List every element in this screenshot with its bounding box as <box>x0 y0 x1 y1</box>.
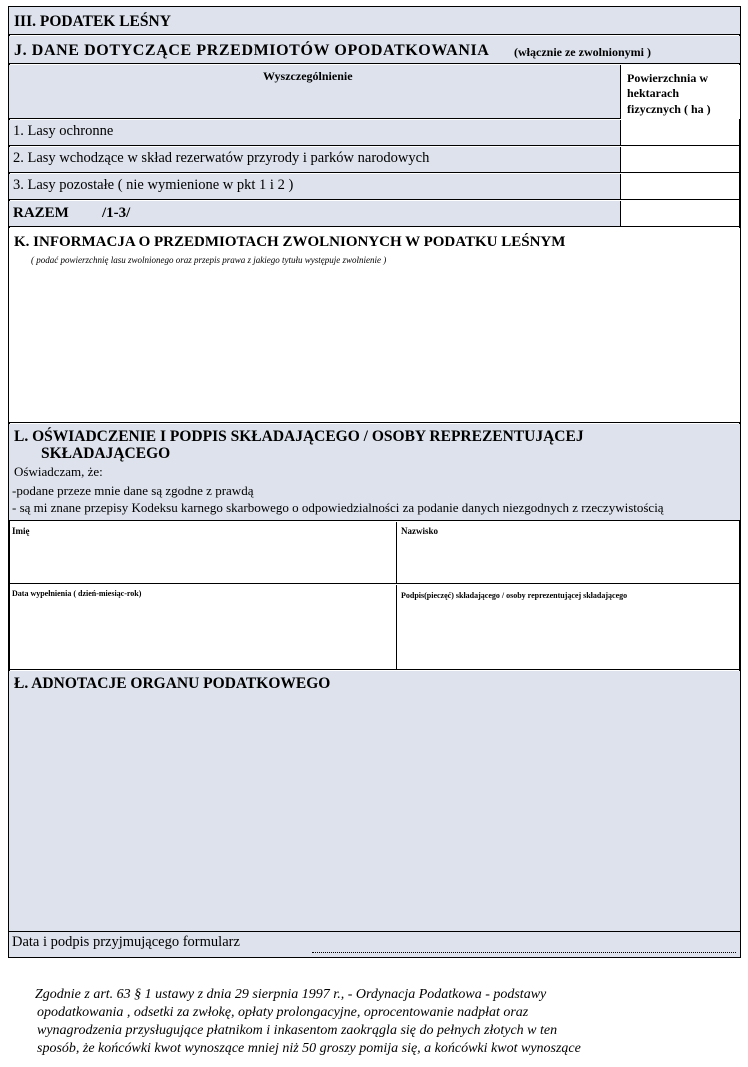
section-l2-title: Ł. ADNOTACJE ORGANU PODATKOWEGO <box>14 675 331 692</box>
section-k <box>9 228 740 423</box>
first-name-field[interactable] <box>9 522 397 584</box>
footer-line-1: Zgodnie z art. 63 § 1 ustawy z dnia 29 sierpnia 1997 r., - Ordynacja Podatkowa - podstawy <box>35 987 547 1002</box>
last-name-label: Nazwisko <box>401 526 439 536</box>
declare-line-2: - są mi znane przepisy Kodeksu karnego skarbowego o odpowiedzialności za podanie danych niezgodnych z rzeczywistością <box>12 500 664 515</box>
receiver-label: Data i podpis przyjmującego formularz <box>12 934 240 950</box>
signature-field[interactable] <box>397 585 740 670</box>
first-name-label: Imię <box>12 526 30 536</box>
section-iii-title: III. PODATEK LEŚNY <box>14 13 171 30</box>
date-field[interactable] <box>9 585 397 670</box>
total-label: RAZEM <box>13 205 69 221</box>
declare-label: Oświadczam, że: <box>14 464 103 479</box>
section-k-note: ( podać powierzchnię lasu zwolnionego oraz przepis prawa z jakiego tytułu występuje zwolnienie ) <box>31 255 387 265</box>
last-name-field[interactable] <box>397 522 740 584</box>
area-input-total[interactable] <box>620 201 740 227</box>
row-label: 2. Lasy wchodzące w skład rezerwatów przyrody i parków narodowych <box>13 150 430 166</box>
total-row <box>9 201 620 227</box>
section-iii-header <box>9 7 740 35</box>
row-label: 3. Lasy pozostałe ( nie wymienione w pkt 1 i 2 ) <box>13 177 294 193</box>
section-l-header <box>9 424 740 521</box>
col-area-header-cell <box>620 65 740 119</box>
date-label: Data wypełnienia ( dzień-miesiąc-rok) <box>12 589 142 598</box>
col-header-description: Wyszczególnienie <box>263 69 353 83</box>
section-l-title-2: SKŁADAJĄCEGO <box>41 445 171 462</box>
receiver-signature-line[interactable] <box>312 941 736 953</box>
section-j-title-note: (włącznie ze zwolnionymi ) <box>514 45 651 59</box>
footer-legal-text <box>35 986 735 1058</box>
total-range: /1-3/ <box>102 205 131 221</box>
table-row <box>9 120 620 146</box>
area-input-row-3[interactable] <box>620 174 740 200</box>
table-row <box>9 147 620 173</box>
table-row <box>9 174 620 200</box>
footer-line-4: sposób, że końcówki kwot wynoszące mniej niż 50 groszy pomija się, a końcówki kwot wynoszące <box>37 1041 581 1056</box>
section-j-title: J. DANE DOTYCZĄCE PRZEDMIOTÓW OPODATKOWANIA <box>14 42 490 59</box>
col-area-label-3: fizycznych ( ha ) <box>627 102 711 116</box>
col-area-label-1: Powierzchnia w <box>627 71 708 85</box>
col-area-label-2: hektarach <box>627 86 679 100</box>
section-l2 <box>9 671 740 957</box>
declare-line-1: -podane przeze mnie dane są zgodne z prawdą <box>12 483 254 498</box>
area-input-row-1[interactable] <box>620 120 740 146</box>
section-k-title: K. INFORMACJA O PRZEDMIOTACH ZWOLNIONYCH W PODATKU LEŚNYM <box>14 234 566 250</box>
footer-line-3: wynagrodzenia przysługujące płatnikom i inkasentom zaokrągla się do pełnych złotych w ten <box>37 1023 558 1038</box>
area-input-row-2[interactable] <box>620 147 740 173</box>
row-label: 1. Lasy ochronne <box>13 123 114 139</box>
footer-line-2: opodatkowania , odsetki za zwłokę, opłaty prolongacyjne, oprocentowanie nadpłat oraz <box>37 1005 529 1020</box>
section-k-input-area[interactable] <box>9 270 740 423</box>
signature-label: Podpis(pieczęć) składającego / osoby reprezentującej składającego <box>401 591 628 600</box>
section-l2-divider <box>9 931 740 932</box>
section-l-title-1: L. OŚWIADCZENIE I PODPIS SKŁADAJĄCEGO / OSOBY REPREZENTUJĄCEJ <box>14 428 584 445</box>
section-j-header <box>9 36 740 64</box>
